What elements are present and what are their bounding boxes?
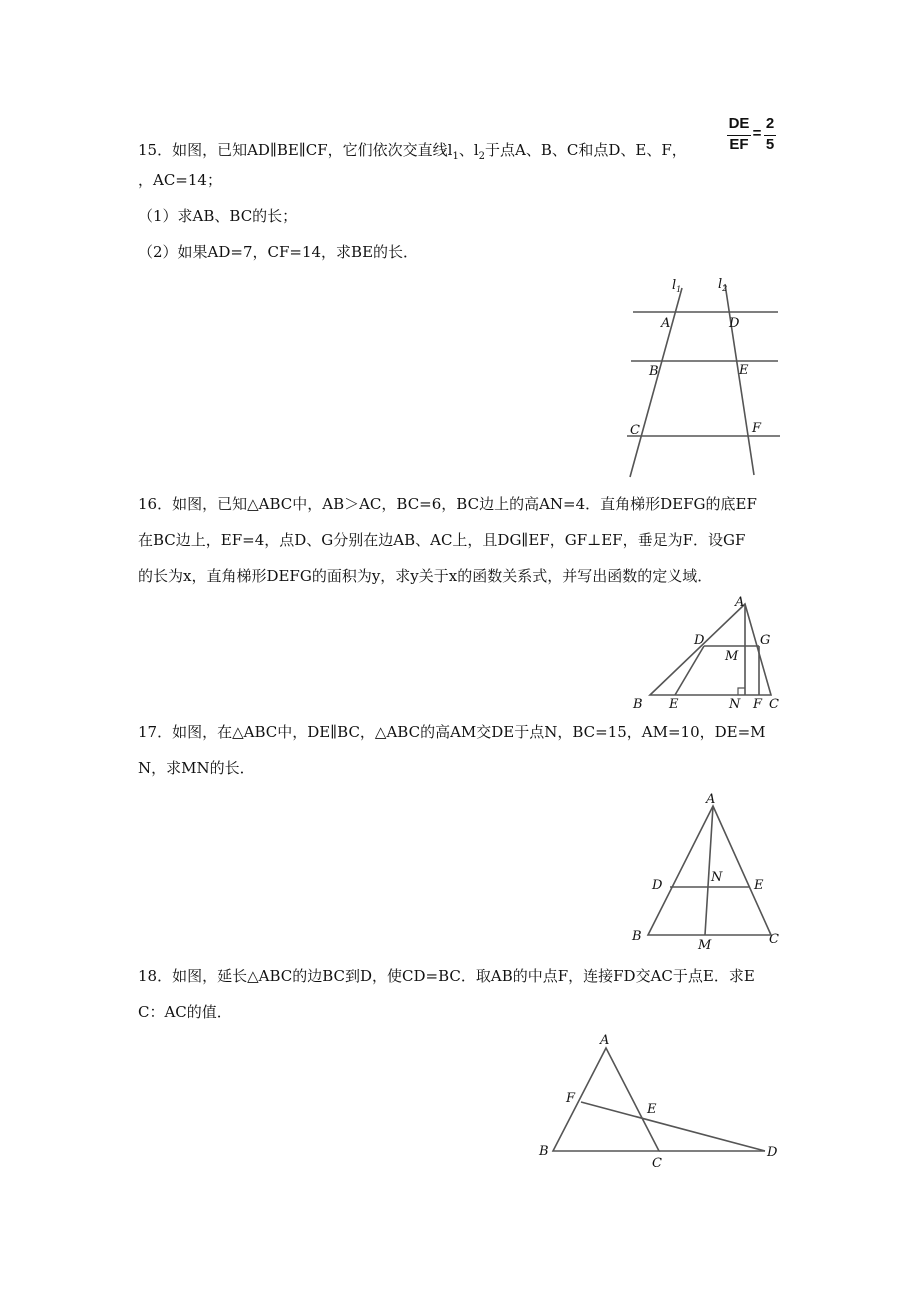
problem-15-line-2: ，AC=14； xyxy=(138,171,222,189)
problem-18-line-2: C：AC的值． xyxy=(138,1003,232,1021)
problem-15-line-1: 15．如图，已知AD∥BE∥CF，它们依次交直线$l_1$、$l_2$于点A、B、C和点D、E、F， xyxy=(138,141,687,162)
label-b: B xyxy=(539,1144,549,1159)
label-a: A xyxy=(661,316,671,331)
problem-16-line-3: 的长为x，直角梯形DEFG的面积为y，求y关于x的函数关系式，并写出函数的定义域． xyxy=(138,567,713,585)
label-g: G xyxy=(760,633,771,648)
label-d: D xyxy=(694,633,705,648)
label-f: F xyxy=(566,1091,576,1106)
segment-de xyxy=(675,646,704,695)
problem-15-part-1: （1）求AB、BC的长； xyxy=(138,207,298,225)
label-d: D xyxy=(767,1145,778,1160)
label-l2: $l_2$ xyxy=(718,277,728,293)
label-c: C xyxy=(652,1156,662,1171)
line-l1 xyxy=(630,288,682,477)
label-n: N xyxy=(711,870,723,885)
label-m: M xyxy=(725,649,739,664)
problem-16-line-1: 16．如图，已知△ABC中，AB＞AC，BC=6，BC边上的高AN=4．直角梯形DEFG的底EF xyxy=(138,495,757,513)
label-b: B xyxy=(632,929,642,944)
label-l1: $l_1$ xyxy=(672,278,682,294)
label-e: E xyxy=(647,1102,657,1117)
problem-17-line-2: N，求MN的长． xyxy=(138,759,255,777)
label-f: F xyxy=(752,421,762,436)
problem-17-line-1: 17．如图，在△ABC中，DE∥BC，△ABC的高AM交DE于点N，BC=15，AM=10，DE=M xyxy=(138,723,766,741)
figure-15 xyxy=(615,270,785,480)
problem-16-line-2: 在BC边上，EF=4，点D、G分别在边AB、AC上，且DG∥EF，GF⊥EF，垂足为F．设GF xyxy=(138,531,746,549)
label-b: B xyxy=(649,364,659,379)
figure-16 xyxy=(630,592,790,714)
label-c: C xyxy=(630,423,640,438)
label-b: B xyxy=(633,697,643,712)
label-c: C xyxy=(769,932,779,947)
label-d: D xyxy=(729,316,740,331)
label-e: E xyxy=(754,878,764,893)
triangle-abc xyxy=(650,604,771,695)
label-d: D xyxy=(652,878,663,893)
problem-15-part-2: （2）如果AD=7，CF=14，求BE的长． xyxy=(138,243,419,261)
right-angle-mark xyxy=(738,688,745,695)
problem-18-line-1: 18．如图，延长△ABC的边BC到D，使CD=BC．取AB的中点F，连接FD交AC于点E．求E xyxy=(138,967,755,985)
label-n: N xyxy=(729,697,741,712)
label-c: C xyxy=(769,697,779,712)
label-e: E xyxy=(739,363,749,378)
label-a: A xyxy=(600,1033,610,1048)
figure-17 xyxy=(626,786,786,954)
figure-18 xyxy=(535,1028,790,1176)
label-f: F xyxy=(753,697,763,712)
label-a: A xyxy=(706,792,716,807)
segment-fd xyxy=(581,1102,765,1151)
label-m: M xyxy=(698,938,712,953)
label-a: A xyxy=(735,595,745,610)
label-e: E xyxy=(669,697,679,712)
